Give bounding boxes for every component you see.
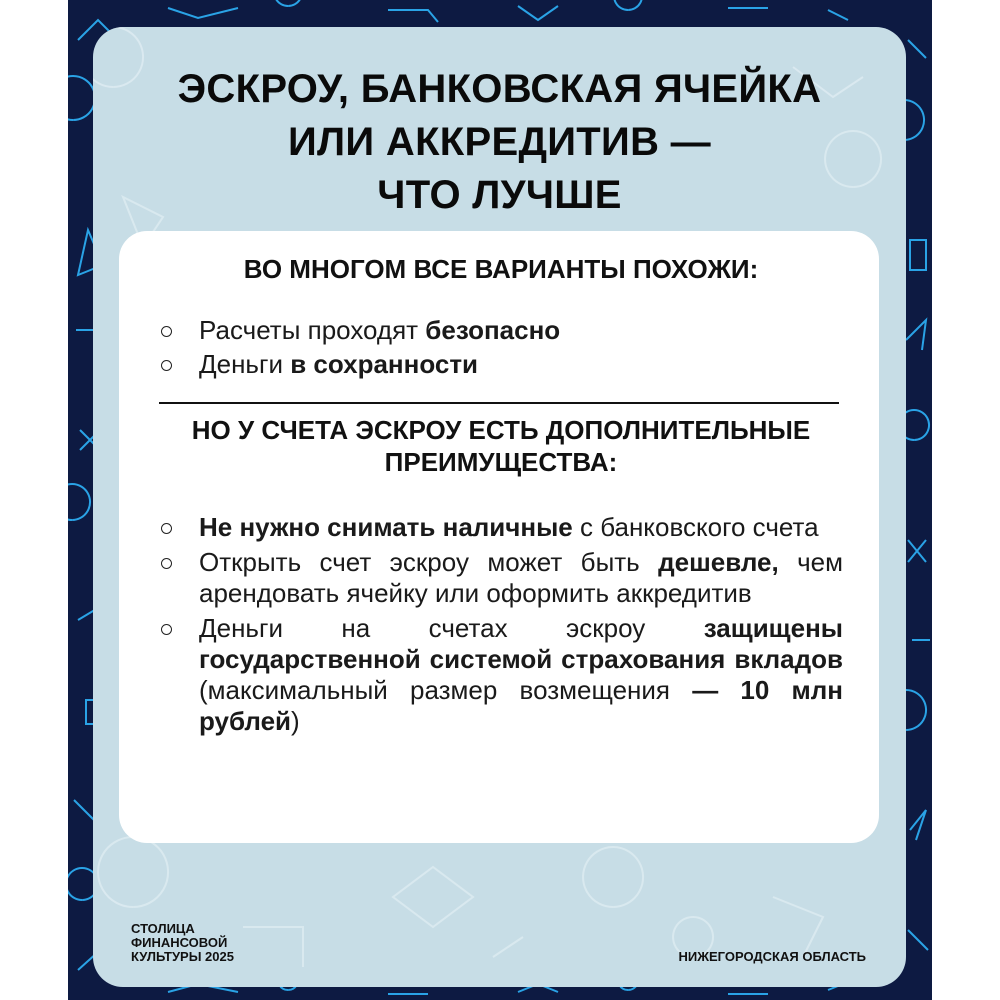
brand-logo-text — [131, 922, 234, 964]
item-text: с банковского счета — [572, 512, 819, 542]
circle-bullet-icon — [161, 326, 172, 337]
item-bold-text: в сохранности — [290, 349, 479, 379]
item-text: Деньги — [199, 349, 291, 379]
divider — [159, 402, 839, 404]
item-text: Деньги на счетах эскроу — [199, 613, 704, 643]
content-card — [93, 27, 906, 987]
item-text: Открыть счет эскроу может быть — [199, 547, 659, 577]
item-bold-text: дешевле, — [658, 547, 779, 577]
item-text: Расчеты проходят — [199, 315, 426, 345]
item-text-3: ) — [291, 706, 300, 736]
title-line-3: ЧТО ЛУЧШЕ — [377, 173, 622, 217]
brand-line-2: ФИНАНСОВОЙ — [131, 935, 228, 950]
circle-bullet-icon — [161, 558, 172, 569]
item-text-2: (максимальный размер возмещения — [199, 675, 693, 705]
item-bold-text: Не нужно снимать наличные — [199, 512, 573, 542]
section-2-heading: НО У СЧЕТА ЭСКРОУ ЕСТЬ ДОПОЛНИТЕЛЬНЫЕ ПРЕИМУЩЕСТВА: — [191, 415, 811, 477]
title-line-2: ИЛИ АККРЕДИТИВ — — [288, 120, 711, 164]
item-bold-text: безопасно — [425, 315, 561, 345]
item-bold-text: защищены государственной системой страхования вкладов — [199, 613, 843, 674]
brand-line-1: СТОЛИЦА — [131, 921, 195, 936]
region-label: НИЖЕГОРОДСКАЯ ОБЛАСТЬ — [678, 949, 866, 964]
list-item — [159, 613, 843, 737]
list-item — [159, 512, 843, 543]
similarities-list — [159, 315, 843, 380]
title-line-1: ЭСКРОУ, БАНКОВСКАЯ ЯЧЕЙКА — [177, 67, 822, 111]
advantages-list — [159, 512, 843, 737]
list-item — [159, 349, 843, 380]
item-text-2: чем арендовать ячейку или оформить аккредитив — [199, 547, 844, 608]
list-item — [159, 547, 843, 609]
circle-bullet-icon — [161, 360, 172, 371]
item-bold-text-2: — 10 млн рублей — [199, 675, 843, 736]
circle-bullet-icon — [161, 523, 172, 534]
info-panel — [119, 231, 879, 843]
circle-bullet-icon — [161, 624, 172, 635]
page-title — [93, 63, 906, 222]
brand-line-3: КУЛЬТУРЫ 2025 — [131, 949, 234, 964]
section-1-heading: ВО МНОГОМ ВСЕ ВАРИАНТЫ ПОХОЖИ: — [243, 254, 759, 284]
list-item — [159, 315, 843, 346]
